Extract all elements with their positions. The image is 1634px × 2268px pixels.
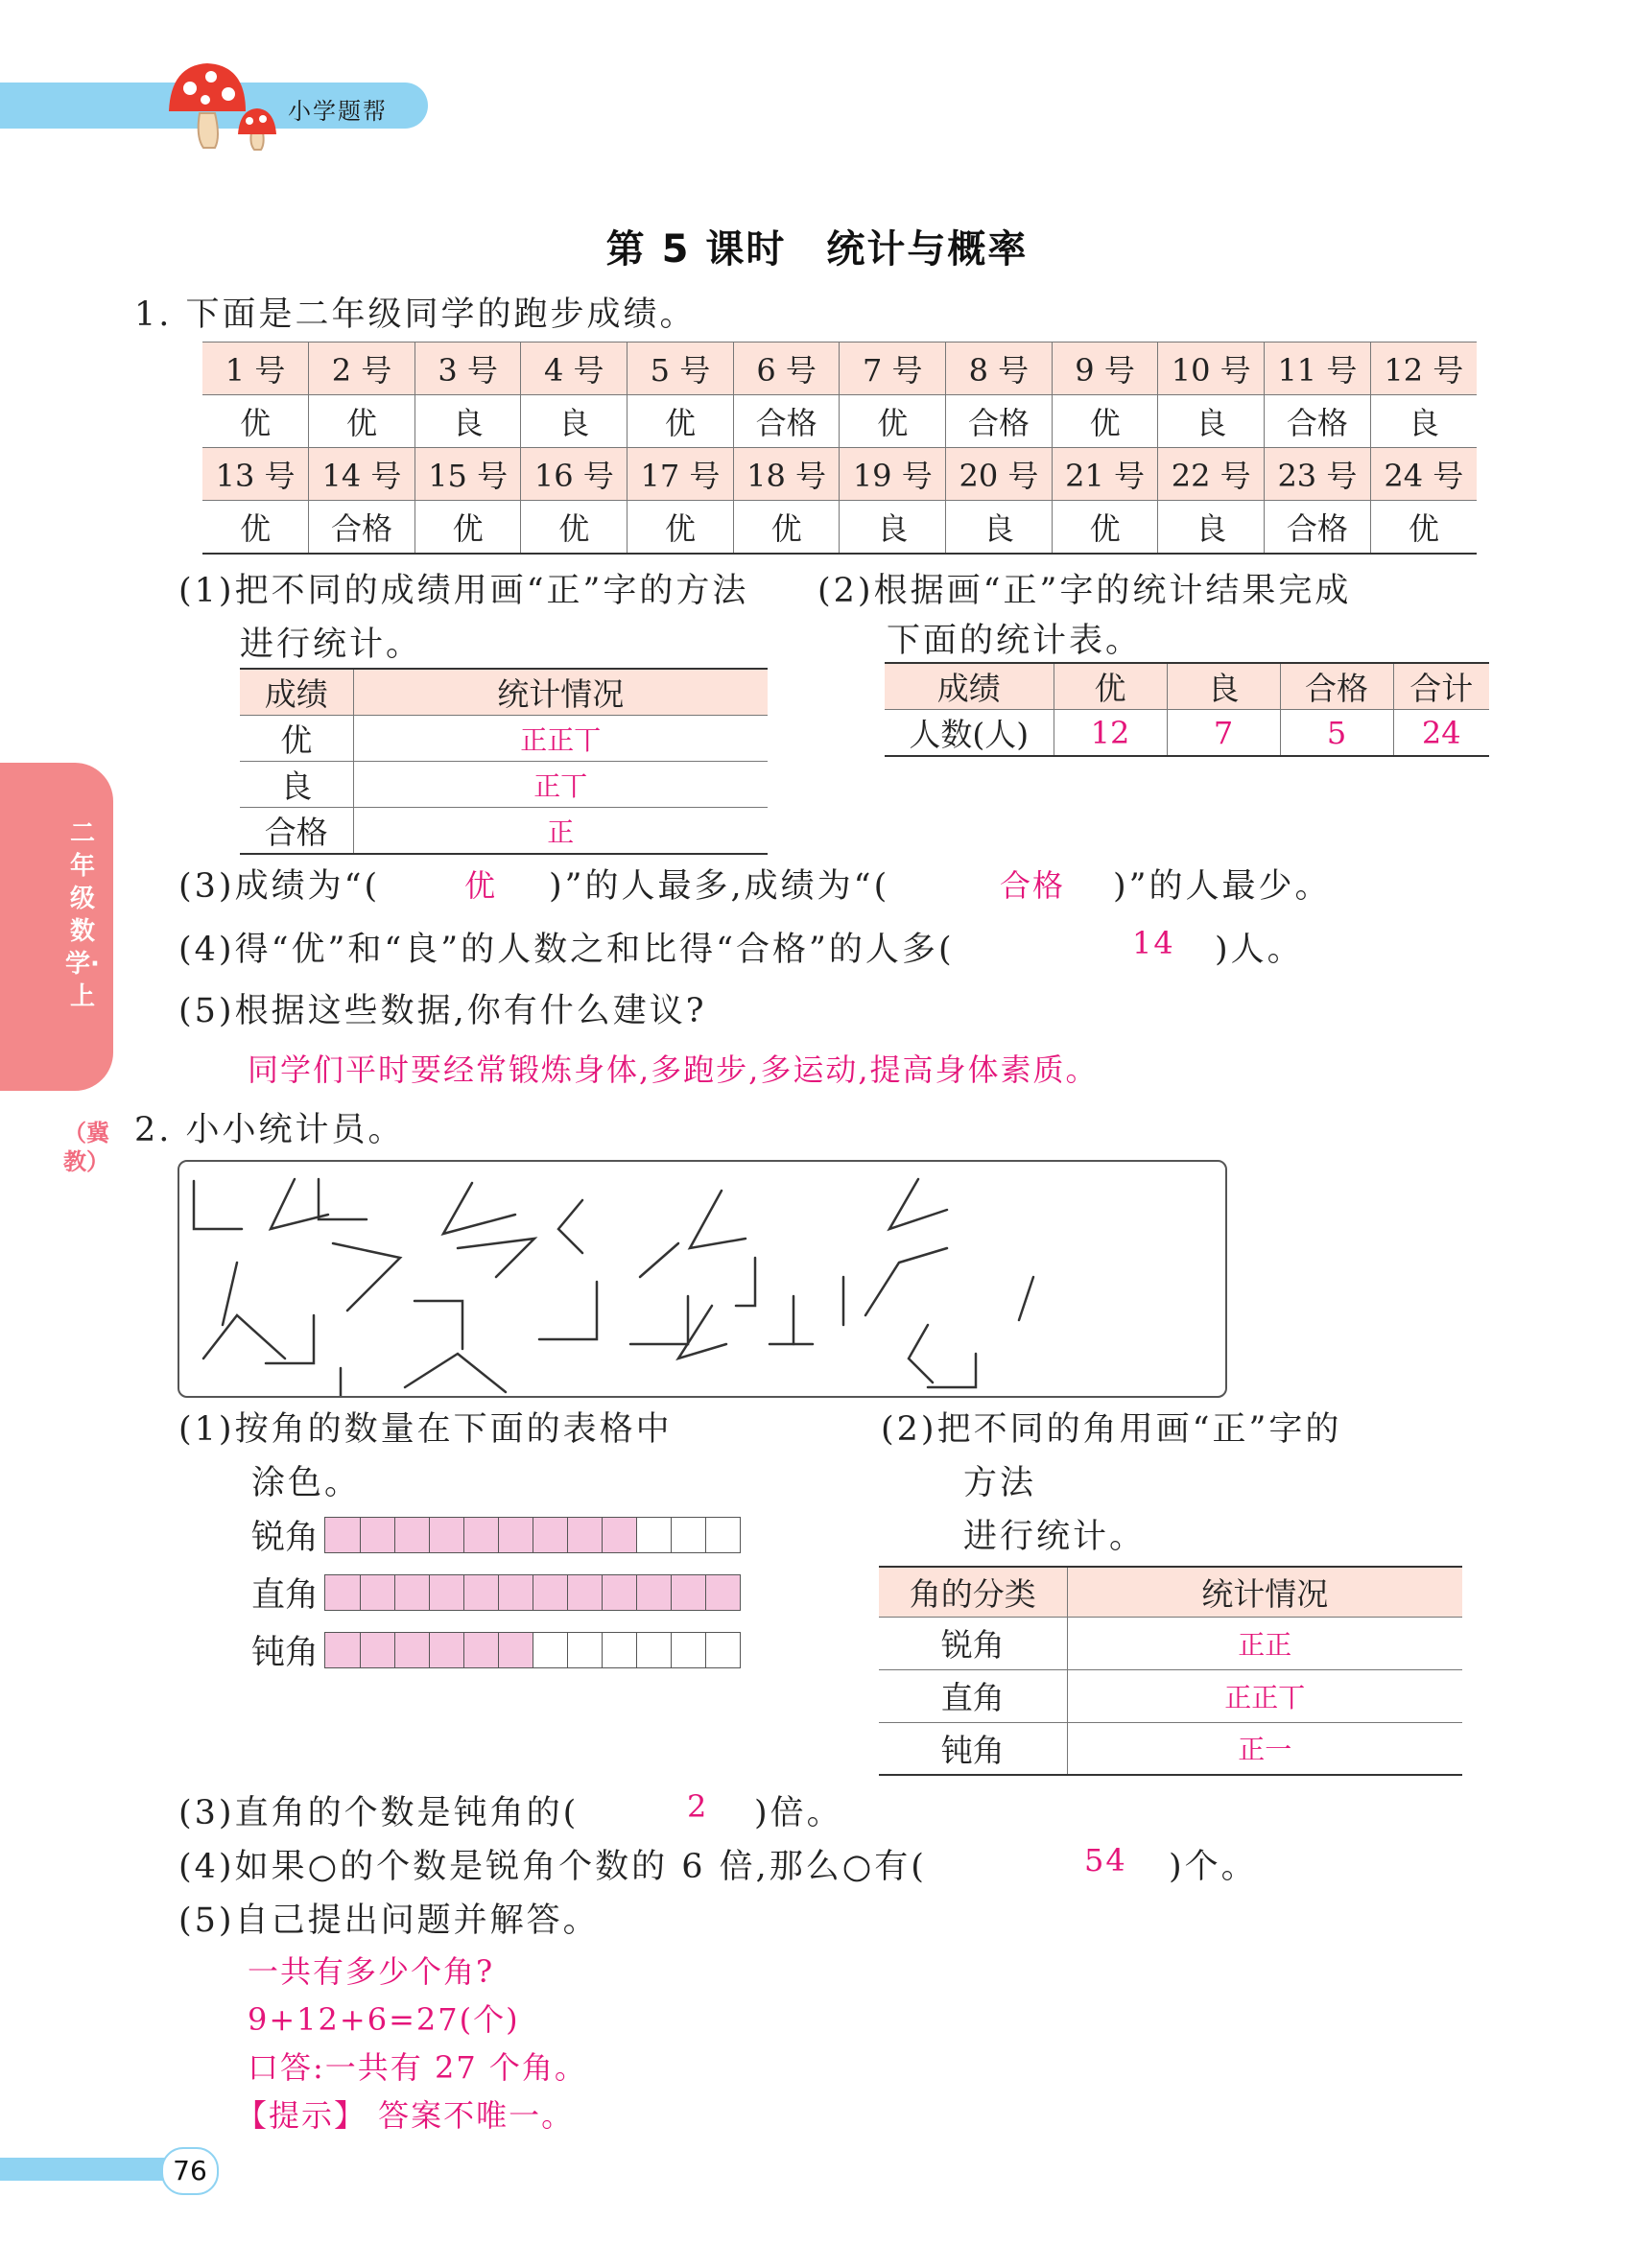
q2-part4-answer: 54 <box>1084 1842 1127 1878</box>
side-tab-edition: （冀教） <box>63 1120 109 1175</box>
obtuse-angle-icon <box>558 1200 582 1253</box>
filled-cell <box>325 1633 360 1667</box>
tally-header-status: 统计情况 <box>353 669 768 716</box>
q1-part5-question: (5)根据这些数据,你有什么建议? <box>178 992 707 1030</box>
grade-cell: 良 <box>840 501 946 555</box>
grade-cell: 优 <box>521 501 628 555</box>
student-number-cell: 24 号 <box>1370 448 1477 501</box>
tally-table-angles <box>879 1566 1462 1776</box>
right-angle-icon <box>414 1301 462 1349</box>
filled-cell <box>325 1575 360 1610</box>
q2-part2-line2: 方法 <box>963 1464 1037 1502</box>
acute-angle-icon <box>640 1243 678 1277</box>
grade-cell: 合格 <box>309 501 415 555</box>
grade-cell: 优 <box>628 501 734 555</box>
q2-part4-suffix: )个。 <box>1169 1848 1258 1886</box>
obtuse-angle-icon <box>909 1325 933 1382</box>
obtuse-angle-icon <box>458 1239 534 1277</box>
color-row-label: 钝角 <box>251 1634 320 1672</box>
q2-part5-answer-line: 口答:一共有 27 个角。 <box>248 2049 587 2086</box>
q1-part4-prefix: (4)得“优”和“良”的人数之和比得“合格”的人多( <box>178 931 955 969</box>
q1-part4-suffix: )人。 <box>1215 931 1304 969</box>
color-cells <box>324 1517 741 1553</box>
count-header-hege: 合格 <box>1280 663 1393 710</box>
empty-cell <box>671 1633 705 1667</box>
grade-cell: 优 <box>1370 501 1477 555</box>
grade-cell: 优 <box>1052 501 1158 555</box>
grade-cell: 优 <box>840 395 946 448</box>
q2-part1-line1: (1)按角的数量在下面的表格中 <box>178 1410 673 1449</box>
empty-cell <box>636 1518 671 1552</box>
filled-cell <box>567 1575 602 1610</box>
page-title: 第 5 课时 统计与概率 <box>605 227 1029 272</box>
filled-cell <box>602 1518 636 1552</box>
q2-part1-line2: 涂色。 <box>251 1464 362 1502</box>
tally-header-grade: 成绩 <box>264 675 328 713</box>
student-number-cell: 9 号 <box>1052 343 1158 395</box>
q2-part5-answer-line: 一共有多少个角? <box>248 1953 495 1990</box>
acute-angle-icon <box>1019 1277 1033 1320</box>
q2-part3-prefix: (3)直角的个数是钝角的( <box>178 1794 580 1832</box>
obtuse-angle-icon <box>203 1315 285 1358</box>
grid-row-grades-1 <box>202 395 1477 448</box>
tally-label-liang: 良 <box>280 768 313 805</box>
student-number-cell: 6 号 <box>733 343 840 395</box>
empty-cell <box>705 1518 740 1552</box>
student-number-cell: 13 号 <box>202 448 309 501</box>
student-number-cell: 18 号 <box>733 448 840 501</box>
q1-part2-line1: (2)根据画“正”字的统计结果完成 <box>817 572 1352 610</box>
grade-cell: 优 <box>309 395 415 448</box>
side-tab-grade: 二年级数学·上 <box>65 819 100 1011</box>
page-number: 76 <box>161 2147 219 2195</box>
right-angle-icon <box>319 1179 367 1219</box>
q1-part3-answer-least: 合格 <box>1000 867 1066 904</box>
filled-cell <box>463 1633 498 1667</box>
q1-part1-line2: 进行统计。 <box>240 626 423 664</box>
q1-part3-answer-most: 优 <box>464 867 498 904</box>
color-cells <box>324 1632 741 1668</box>
q2-part5-hint: 【提示】 答案不唯一。 <box>236 2097 575 2134</box>
filled-cell <box>394 1518 429 1552</box>
student-number-cell: 23 号 <box>1265 448 1371 501</box>
grade-cell: 良 <box>521 395 628 448</box>
student-number-cell: 8 号 <box>946 343 1053 395</box>
acute-angle-icon <box>223 1263 237 1325</box>
q1-part3-suffix: )”的人最少。 <box>1113 867 1332 906</box>
q2-part3-answer: 2 <box>687 1788 709 1825</box>
q2-part3-suffix: )倍。 <box>754 1794 843 1832</box>
angle-tally-right: 正正丅 <box>1067 1669 1462 1722</box>
tally-value-hege: 正 <box>353 808 768 855</box>
student-number-cell: 1 号 <box>202 343 309 395</box>
q1-part2-line2: 下面的统计表。 <box>887 622 1143 660</box>
angle-label-obtuse: 钝角 <box>940 1731 1005 1769</box>
filled-cell <box>602 1575 636 1610</box>
grade-cell: 合格 <box>733 395 840 448</box>
count-header-total: 合计 <box>1393 663 1489 710</box>
student-number-cell: 19 号 <box>840 448 946 501</box>
tally-label-you: 优 <box>280 721 313 759</box>
tally-label-hege: 合格 <box>264 814 328 851</box>
student-number-cell: 16 号 <box>521 448 628 501</box>
student-number-cell: 21 号 <box>1052 448 1158 501</box>
filled-cell <box>394 1633 429 1667</box>
filled-cell <box>360 1633 394 1667</box>
color-row-right <box>251 1573 741 1615</box>
filled-cell <box>360 1518 394 1552</box>
angle-figures-panel <box>178 1160 1227 1398</box>
grade-cell: 优 <box>733 501 840 555</box>
filled-cell <box>498 1633 533 1667</box>
color-row-obtuse <box>251 1631 741 1672</box>
grade-cell: 优 <box>1052 395 1158 448</box>
q2-part2-line1: (2)把不同的角用画“正”字的 <box>881 1410 1342 1449</box>
tally-table-grades <box>240 668 768 855</box>
empty-cell <box>705 1633 740 1667</box>
q2-part5-question: (5)自己提出问题并解答。 <box>178 1902 600 1940</box>
angle-tally-acute: 正正 <box>1067 1617 1462 1669</box>
filled-cell <box>498 1575 533 1610</box>
mushroom-logo-icon <box>161 56 286 152</box>
acute-angle-icon <box>678 1306 726 1358</box>
student-number-cell: 15 号 <box>414 448 521 501</box>
grid-row-numbers-1 <box>202 343 1477 395</box>
tally-value-liang: 正丅 <box>353 762 768 808</box>
student-number-cell: 2 号 <box>309 343 415 395</box>
filled-cell <box>429 1575 463 1610</box>
q1-part3-prefix: (3)成绩为“( <box>178 867 381 906</box>
grade-cell: 优 <box>240 405 272 441</box>
filled-cell <box>671 1575 705 1610</box>
right-angle-icon <box>341 1368 400 1398</box>
q1-part4-answer: 14 <box>1132 925 1175 961</box>
student-number-cell: 14 号 <box>309 448 415 501</box>
angle-label-acute: 锐角 <box>940 1626 1005 1664</box>
q1-stem: 1. 下面是二年级同学的跑步成绩。 <box>134 295 697 334</box>
acute-angle-icon <box>889 1179 947 1229</box>
count-value-liang: 7 <box>1167 710 1280 757</box>
student-number-cell: 11 号 <box>1265 343 1371 395</box>
filled-cell <box>360 1575 394 1610</box>
q1-part1-line1: (1)把不同的成绩用画“正”字的方法 <box>178 572 749 610</box>
grade-cell: 优 <box>628 395 734 448</box>
grade-cell: 优 <box>414 501 521 555</box>
q2-stem: 2. 小小统计员。 <box>134 1111 405 1149</box>
filled-cell <box>533 1518 567 1552</box>
acute-angle-icon <box>443 1183 515 1234</box>
grade-cell: 合格 <box>1265 395 1371 448</box>
empty-cell <box>636 1633 671 1667</box>
empty-cell <box>671 1518 705 1552</box>
empty-cell <box>602 1633 636 1667</box>
empty-cell <box>567 1633 602 1667</box>
filled-cell <box>567 1518 602 1552</box>
filled-cell <box>498 1518 533 1552</box>
count-header-liang: 良 <box>1167 663 1280 710</box>
score-grid <box>202 342 1477 555</box>
grid-row-numbers-2 <box>202 448 1477 501</box>
angle-tally-obtuse: 正一 <box>1067 1722 1462 1775</box>
student-number-cell: 12 号 <box>1370 343 1477 395</box>
right-angle-icon <box>630 1296 688 1344</box>
count-row-label: 人数(人) <box>909 716 1030 753</box>
count-value-hege: 5 <box>1280 710 1393 757</box>
right-angle-icon <box>266 1315 314 1363</box>
count-value-you: 12 <box>1054 710 1167 757</box>
filled-cell <box>463 1518 498 1552</box>
obtuse-angle-icon <box>405 1354 506 1392</box>
grade-cell: 合格 <box>1265 501 1371 555</box>
count-value-total: 24 <box>1393 710 1489 757</box>
student-number-cell: 4 号 <box>521 343 628 395</box>
angle-label-right: 直角 <box>940 1679 1005 1716</box>
color-row-acute <box>251 1516 741 1557</box>
grade-cell: 良 <box>1158 501 1265 555</box>
q1-part3-middle: )”的人最多,成绩为“( <box>549 867 890 906</box>
obtuse-angle-icon <box>333 1243 400 1311</box>
count-table <box>885 662 1489 757</box>
student-number-cell: 17 号 <box>628 448 734 501</box>
right-angle-icon <box>194 1181 242 1229</box>
grid-row-grades-2 <box>202 501 1477 555</box>
grade-cell: 良 <box>414 395 521 448</box>
right-angle-icon <box>539 1282 597 1339</box>
grade-cell: 合格 <box>946 395 1053 448</box>
student-number-cell: 22 号 <box>1158 448 1265 501</box>
tally-value-you: 正正丅 <box>353 716 768 762</box>
right-angle-icon <box>928 1354 976 1387</box>
student-number-cell: 20 号 <box>946 448 1053 501</box>
color-row-label: 锐角 <box>251 1519 320 1557</box>
count-header-you: 优 <box>1054 663 1167 710</box>
student-number-cell: 7 号 <box>840 343 946 395</box>
color-row-label: 直角 <box>251 1576 320 1615</box>
q2-part5-answer-line: 9+12+6=27(个) <box>248 2001 520 2038</box>
student-number-cell: 10 号 <box>1158 343 1265 395</box>
filled-cell <box>429 1633 463 1667</box>
filled-cell <box>705 1575 740 1610</box>
filled-cell <box>325 1518 360 1552</box>
empty-cell <box>533 1633 567 1667</box>
grade-cell: 良 <box>1370 395 1477 448</box>
grade-cell: 优 <box>240 510 272 547</box>
filled-cell <box>636 1575 671 1610</box>
count-header-grade: 成绩 <box>936 670 1001 707</box>
filled-cell <box>429 1518 463 1552</box>
q2-part2-line3: 进行统计。 <box>963 1518 1147 1556</box>
student-number-cell: 3 号 <box>414 343 521 395</box>
student-number-cell: 5 号 <box>628 343 734 395</box>
q2-part4-prefix: (4)如果○的个数是锐角个数的 6 倍,那么○有( <box>178 1848 927 1886</box>
filled-cell <box>533 1575 567 1610</box>
acute-angle-icon <box>690 1191 746 1248</box>
brand-name: 小学题帮 <box>288 98 388 125</box>
color-cells <box>324 1574 741 1611</box>
filled-cell <box>463 1575 498 1610</box>
filled-cell <box>394 1575 429 1610</box>
angle-header-type: 角的分类 <box>909 1574 1036 1613</box>
angle-header-status: 统计情况 <box>1067 1567 1462 1617</box>
q1-part5-answer: 同学们平时要经常锻炼身体,多跑步,多运动,提高身体素质。 <box>248 1051 1099 1088</box>
grade-cell: 良 <box>1158 395 1265 448</box>
grade-cell: 良 <box>946 501 1053 555</box>
right-angle-icon <box>736 1258 755 1306</box>
acute-angle-icon <box>865 1248 947 1315</box>
